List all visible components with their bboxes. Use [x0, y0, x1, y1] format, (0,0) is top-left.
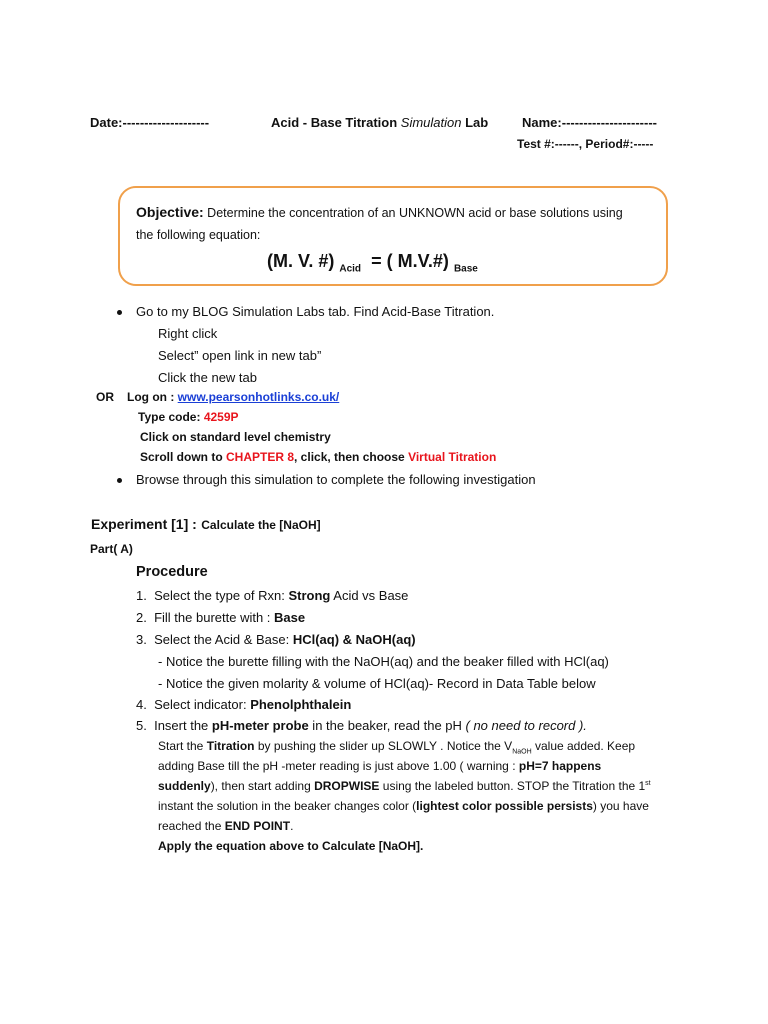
or-label: OR — [96, 390, 114, 404]
step-bold: Strong — [288, 588, 331, 603]
step-3 — [136, 632, 416, 647]
objective-text1: Determine the concentration of an UNKNOWN acid or base solutions using — [203, 206, 623, 220]
eq-left-sub: Acid — [339, 263, 362, 275]
step-num: 1. — [136, 588, 147, 603]
titration-line2 — [158, 759, 601, 773]
step-pre: Select the type of Rxn: — [154, 588, 289, 603]
eq-mid: = ( M.V.#) — [371, 251, 449, 271]
text-run: by pushing the slider up SLOWLY . Notice the V — [254, 739, 513, 753]
objective-label: Objective: — [136, 204, 204, 220]
step-num: 2. — [136, 610, 147, 625]
text-run: pH=7 happens — [518, 759, 602, 773]
titration-line3 — [158, 779, 651, 793]
log-on-label: Log on : — [127, 390, 175, 404]
bullet-dot — [117, 478, 122, 483]
click-standard-text: Click on standard level chemistry — [140, 430, 331, 444]
step-num: 4. — [136, 697, 147, 712]
titration-line1 — [158, 739, 635, 755]
test-period-field: Test #:------, Period#:----- — [517, 137, 654, 151]
experiment-subtitle: Calculate the [NaOH] — [201, 518, 321, 532]
procedure-heading: Procedure — [136, 564, 208, 580]
text-run: ), then start adding — [210, 779, 315, 793]
step-5 — [136, 718, 587, 733]
bullet-browse: Browse through this simulation to complete the following investigation — [136, 472, 536, 487]
type-code-value: 4259P — [203, 410, 239, 424]
step-num: 5. — [136, 718, 147, 733]
note-burette: - Notice the burette filling with the NaOH(aq) and the beaker filled with HCl(aq) — [158, 654, 609, 669]
text-run: NaOH — [512, 748, 532, 756]
log-on-line — [127, 390, 339, 404]
lab-title — [271, 115, 488, 130]
type-code-label: Type code: — [138, 410, 201, 424]
scroll-1: Scroll down to — [140, 450, 226, 464]
note-molarity: - Notice the given molarity & volume of HCl(aq)- Record in Data Table below — [158, 676, 596, 691]
titration-line5 — [158, 819, 293, 833]
text-run: DROPWISE — [314, 779, 380, 793]
step-post: Acid vs Base — [330, 588, 409, 603]
objective-line1 — [136, 204, 623, 220]
step-num: 3. — [136, 632, 147, 647]
type-code-line — [138, 410, 239, 424]
right-click-text: Right click — [158, 326, 218, 341]
click-new-tab-text: Click the new tab — [158, 370, 257, 385]
objective-line2: the following equation: — [136, 228, 261, 242]
experiment-title: Experiment [1] : — [91, 516, 197, 532]
virtual-titration-text: Virtual Titration — [408, 450, 497, 464]
step-italic: ( no need to record ). — [465, 718, 587, 733]
text-run: suddenly — [158, 779, 211, 793]
date-field: Date:-------------------- — [90, 115, 210, 130]
step-mid: in the beaker, read the pH — [308, 718, 466, 733]
text-run: lightest color possible persists — [416, 799, 593, 813]
pearson-link[interactable]: www.pearsonhotlinks.co.uk/ — [177, 390, 340, 404]
select-open-text: Select” open link in new tab” — [158, 348, 322, 363]
step-bold: Base — [274, 610, 306, 625]
text-run: . — [290, 819, 294, 833]
step-1 — [136, 588, 408, 603]
text-run: using the labeled button. STOP the Titration the 1 — [379, 779, 646, 793]
objective-equation — [267, 251, 478, 275]
part-label: Part( A) — [90, 542, 133, 556]
step-pre: Fill the burette with : — [154, 610, 275, 625]
text-run: reached the — [158, 819, 225, 833]
text-run: value added. Keep — [531, 739, 636, 753]
scroll-line — [140, 450, 496, 464]
name-field: Name:---------------------- — [522, 115, 657, 130]
experiment-heading — [91, 516, 321, 534]
step-pre: Insert the — [154, 718, 212, 733]
text-run: Start the — [158, 739, 207, 753]
text-run: instant the solution in the beaker changes color ( — [158, 799, 417, 813]
text-run: st — [645, 780, 651, 787]
step-2 — [136, 610, 305, 625]
text-run: END POINT — [224, 819, 291, 833]
step-bold: pH-meter probe — [211, 718, 309, 733]
bullet-blog: Go to my BLOG Simulation Labs tab. Find Acid-Base Titration. — [136, 304, 495, 319]
chapter-text: CHAPTER 8 — [226, 450, 295, 464]
eq-left: (M. V. #) — [267, 251, 335, 271]
titration-line4 — [158, 799, 649, 813]
text-run: Titration — [206, 739, 255, 753]
step-4 — [136, 697, 351, 712]
scroll-2: , click, then choose — [294, 450, 409, 464]
text-run: ) you have — [592, 799, 649, 813]
step-bold: HCl(aq) & NaOH(aq) — [292, 632, 416, 647]
bullet-dot — [117, 310, 122, 315]
step-pre: Select indicator: — [154, 697, 251, 712]
title-part1: Acid - Base Titration — [271, 115, 401, 130]
eq-right-sub: Base — [453, 263, 478, 275]
title-italic: Simulation — [400, 115, 462, 130]
step-bold: Phenolphthalein — [250, 697, 352, 712]
title-part2: Lab — [461, 115, 489, 130]
text-run: adding Base till the pH -meter reading is just above 1.00 ( warning : — [158, 759, 519, 773]
step-pre: Select the Acid & Base: — [154, 632, 293, 647]
apply-equation-text: Apply the equation above to Calculate [NaOH]. — [158, 839, 424, 853]
